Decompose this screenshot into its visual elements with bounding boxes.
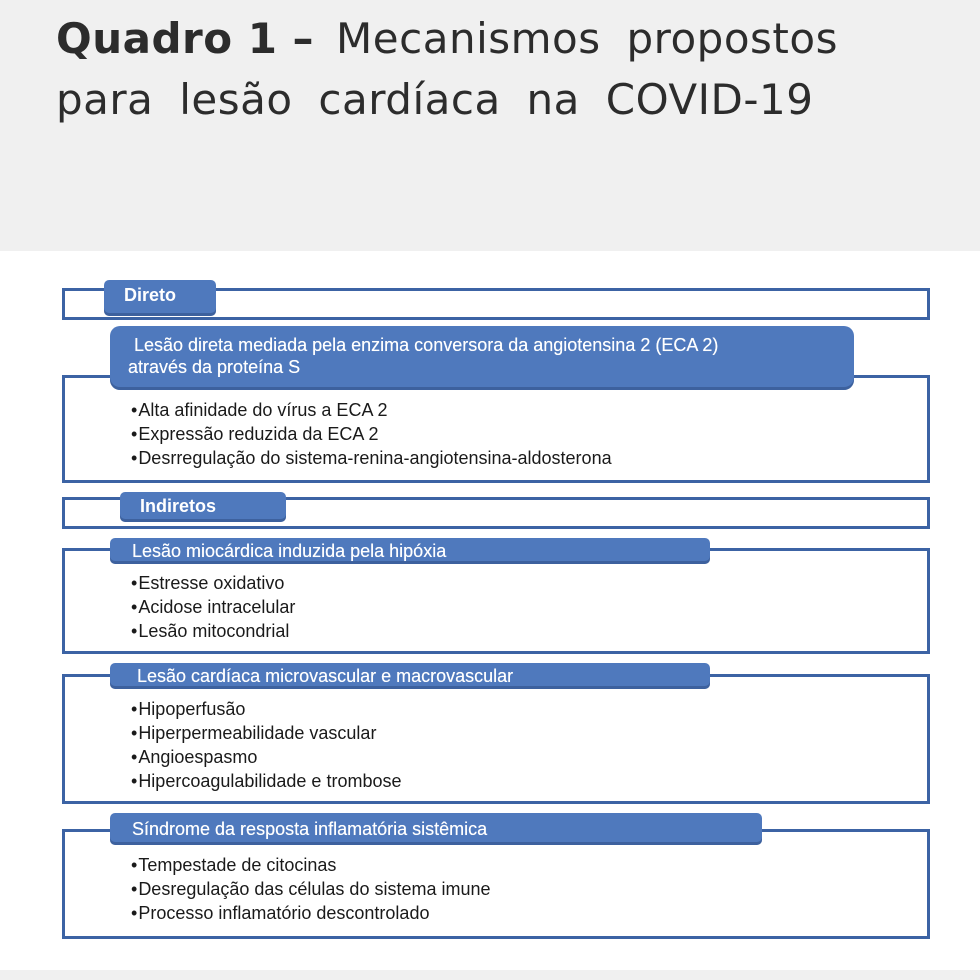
list-item: • Alta afinidade do vírus a ECA 2: [131, 398, 612, 422]
footer-band: [0, 970, 980, 980]
title-text: Mecanismos propostos para lesão cardíaca na COVID-19: [56, 14, 838, 124]
list-item: • Hiperpermeabilidade vascular: [131, 721, 401, 745]
page-title: [56, 8, 946, 130]
direto-items: [131, 398, 612, 470]
list-item: • Hipercoagulabilidade e trombose: [131, 769, 401, 793]
list-item: • Expressão reduzida da ECA 2: [131, 422, 612, 446]
list-item: • Hipoperfusão: [131, 697, 401, 721]
list-item: • Lesão mitocondrial: [131, 619, 295, 643]
hipoxia-title: Lesão miocárdica induzida pela hipóxia: [110, 538, 710, 564]
inflamatoria-title: Síndrome da resposta inflamatória sistêmica: [110, 813, 762, 845]
title-bold: Quadro 1 –: [56, 14, 315, 63]
list-item: • Desrregulação do sistema-renina-angiotensina-aldosterona: [131, 446, 612, 470]
list-item: • Acidose intracelular: [131, 595, 295, 619]
list-item: • Processo inflamatório descontrolado: [131, 901, 491, 925]
vascular-title: Lesão cardíaca microvascular e macrovascular: [110, 663, 710, 689]
list-item: • Desregulação das células do sistema imune: [131, 877, 491, 901]
list-item: • Estresse oxidativo: [131, 571, 295, 595]
inflamatoria-items: [131, 853, 491, 925]
list-item: • Tempestade de citocinas: [131, 853, 491, 877]
direto-title-line2: através da proteína S: [128, 357, 301, 377]
direto-title-line1: Lesão direta mediada pela enzima conversora da angiotensina 2 (ECA 2): [134, 335, 719, 355]
indiretos-label: Indiretos: [120, 492, 286, 522]
hipoxia-items: [131, 571, 295, 643]
vascular-items: [131, 697, 401, 793]
direto-label: Direto: [104, 280, 216, 316]
direto-group-title: [110, 326, 854, 390]
list-item: • Angioespasmo: [131, 745, 401, 769]
header-band: [0, 0, 980, 251]
